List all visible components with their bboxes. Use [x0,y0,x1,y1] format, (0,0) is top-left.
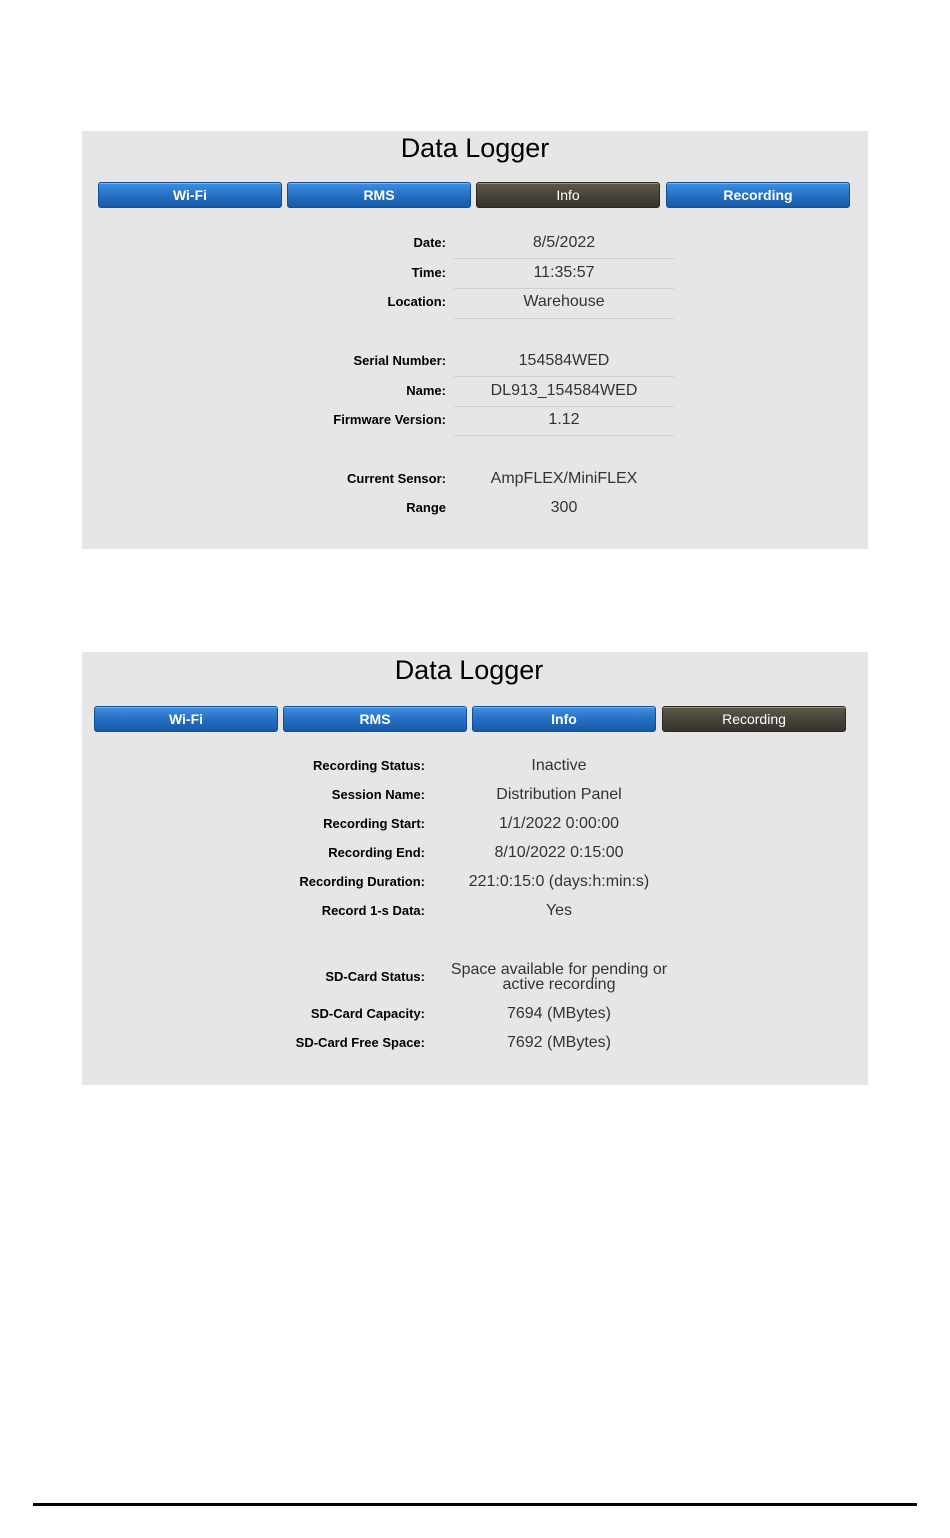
row-label: Location: [387,294,446,309]
info-row-firmware [82,406,446,434]
row-divider [454,435,674,436]
page-title: Data Logger [400,133,550,163]
recording-row-end [82,839,425,867]
row-label: Record 1-s Data: [321,903,425,918]
sd-card-capacity-value: 7694 (MBytes) [506,1005,612,1022]
record-1s-data-value: Yes [545,902,573,919]
recording-row-1s-data [82,897,425,925]
recording-row-sd-status [82,963,425,991]
footer-divider [33,1503,917,1506]
current-sensor-value: AmpFLEX/MiniFLEX [490,470,638,487]
recording-row-status [82,752,425,780]
tab-wifi[interactable]: Wi-Fi [98,182,282,208]
recording-row-sd-free [82,1029,425,1057]
tab-info[interactable]: Info [476,182,660,208]
info-row-range [82,494,446,522]
info-row-date [82,229,446,257]
date-value: 8/5/2022 [532,234,596,251]
info-row-name [82,377,446,405]
recording-row-session-name [82,781,425,809]
page-title: Data Logger [394,655,544,685]
row-label: SD-Card Free Space: [295,1035,425,1050]
recording-duration-value: 221:0:15:0 (days:h:min:s) [468,873,650,890]
location-value: Warehouse [523,293,605,310]
tab-bar [94,706,844,732]
sd-card-status-value: Space available for pending or active recording [450,961,668,993]
tab-recording[interactable]: Recording [662,706,846,732]
row-label: Firmware Version: [333,412,446,427]
tab-rms[interactable]: RMS [287,182,471,208]
recording-start-value: 1/1/2022 0:00:00 [498,815,620,832]
firmware-version-value: 1.12 [548,411,580,428]
row-label: Session Name: [331,787,425,802]
row-label: Date: [413,235,446,250]
recording-end-value: 8/10/2022 0:15:00 [494,844,624,861]
tab-rms[interactable]: RMS [283,706,467,732]
info-row-time [82,259,446,287]
row-label: Recording Duration: [299,874,425,889]
info-row-serial [82,347,446,375]
tab-bar [98,182,848,208]
device-name-value: DL913_154584WED [490,382,638,399]
row-label: Current Sensor: [347,471,446,486]
tab-recording[interactable]: Recording [666,182,850,208]
session-name-value: Distribution Panel [496,786,622,803]
row-label: Serial Number: [353,353,446,368]
recording-row-sd-capacity [82,1000,425,1028]
time-value: 11:35:57 [533,264,595,281]
sd-card-free-space-value: 7692 (MBytes) [506,1034,612,1051]
row-label: Recording End: [328,845,425,860]
range-value: 300 [550,499,578,516]
row-label: SD-Card Status: [325,969,425,984]
row-label: Recording Status: [313,758,425,773]
row-label: SD-Card Capacity: [310,1006,425,1021]
serial-number-value: 154584WED [518,352,610,369]
tab-wifi[interactable]: Wi-Fi [94,706,278,732]
row-label: Range [406,500,446,515]
tab-info[interactable]: Info [472,706,656,732]
recording-row-duration [82,868,425,896]
row-divider [454,318,674,319]
info-row-location [82,288,446,316]
row-label: Time: [411,265,446,280]
recording-row-start [82,810,425,838]
info-panel [82,131,868,549]
recording-status-value: Inactive [531,757,587,774]
row-label: Recording Start: [323,816,425,831]
info-row-current-sensor [82,465,446,493]
recording-panel [82,652,868,1085]
row-label: Name: [406,383,446,398]
